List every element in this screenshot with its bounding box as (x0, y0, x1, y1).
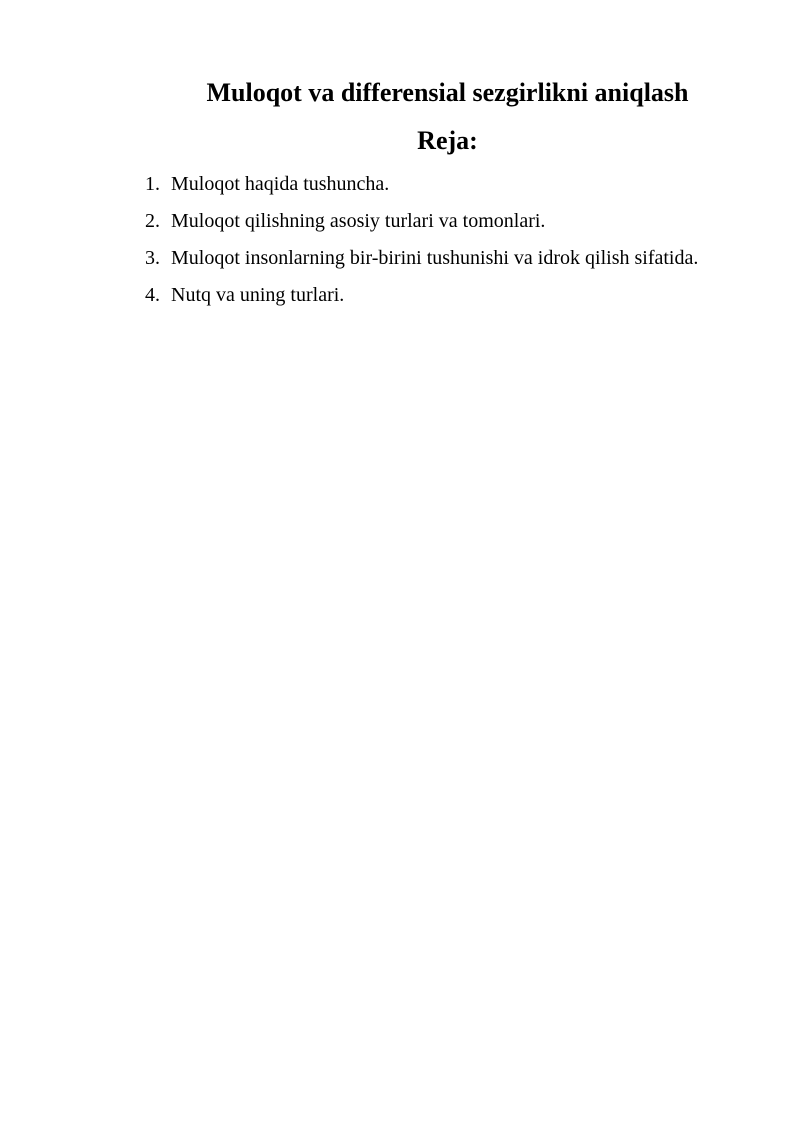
plan-item-2 (145, 203, 775, 240)
plan-item-number: 2. (145, 210, 160, 232)
plan-item-text: Nutq va uning turlari. (171, 284, 345, 306)
plan-item-number: 4. (145, 284, 160, 306)
plan-item-text: Muloqot qilishning asosiy turlari va tomonlari. (171, 210, 546, 232)
plan-item-text: Muloqot haqida tushuncha. (171, 173, 390, 195)
plan-list (145, 166, 775, 314)
plan-item-text: Muloqot insonlarning bir-birini tushunishi va idrok qilish sifatida. (171, 247, 699, 269)
plan-item-4 (145, 277, 775, 314)
plan-heading: Reja: (417, 126, 478, 155)
plan-item-1 (145, 166, 775, 203)
plan-item-3 (145, 240, 775, 277)
plan-item-number: 3. (145, 247, 160, 269)
plan-item-number: 1. (145, 173, 160, 195)
document-title: Muloqot va differensial sezgirlikni aniqlash (206, 78, 689, 107)
